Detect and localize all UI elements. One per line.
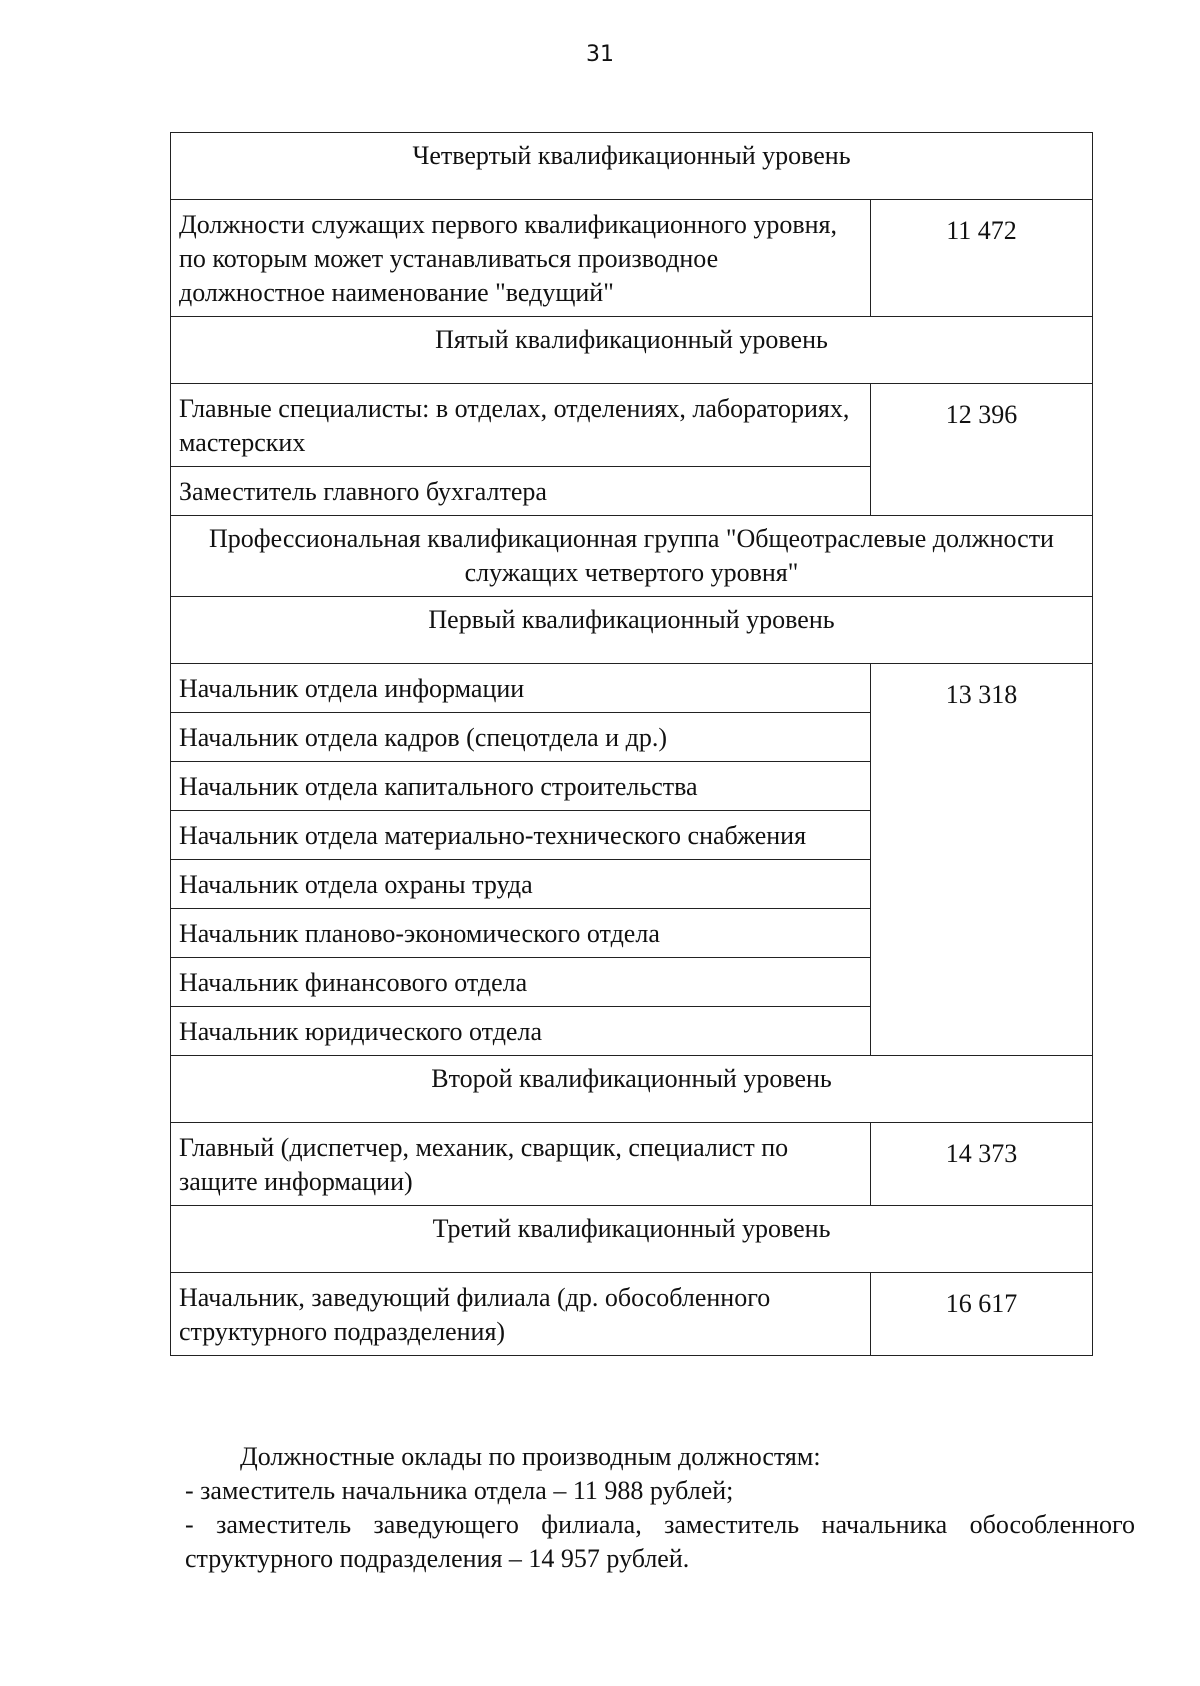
position-title: Начальник, заведующий филиала (др. обособленного структурного подразделения)	[171, 1273, 871, 1356]
salary-table-body	[171, 133, 1093, 1356]
position-title: Начальник финансового отдела	[171, 958, 871, 1007]
position-title: Начальник отдела капитального строительства	[171, 762, 871, 811]
section-heading: Профессиональная квалификационная группа "Общеотраслевые должности служащих четвертого уровня"	[171, 516, 1093, 597]
salary-value: 14 373	[871, 1123, 1093, 1206]
section-row	[171, 597, 1093, 664]
position-title: Должности служащих первого квалификационного уровня, по которым может устанавливаться производное должностное наименование "ведущий"	[171, 200, 871, 317]
position-row	[171, 384, 1093, 467]
footer-note	[185, 1440, 1135, 1576]
salary-value: 11 472	[871, 200, 1093, 317]
position-title: Начальник юридического отдела	[171, 1007, 871, 1056]
salary-value: 16 617	[871, 1273, 1093, 1356]
section-row	[171, 317, 1093, 384]
section-heading: Пятый квалификационный уровень	[171, 317, 1093, 384]
position-title: Главные специалисты: в отделах, отделениях, лабораториях, мастерских	[171, 384, 871, 467]
footer-item-deputy-branch: - заместитель заведующего филиала, заместитель начальника обособленного структурного подразделения – 14 957 рублей.	[185, 1510, 1135, 1573]
position-title: Заместитель главного бухгалтера	[171, 467, 871, 516]
position-title: Начальник отдела кадров (спецотдела и др.)	[171, 713, 871, 762]
position-row	[171, 200, 1093, 317]
position-title: Начальник планово-экономического отдела	[171, 909, 871, 958]
salary-value: 13 318	[871, 664, 1093, 1056]
section-heading: Второй квалификационный уровень	[171, 1056, 1093, 1123]
footer-item-deputy-head: - заместитель начальника отдела – 11 988 рублей;	[185, 1476, 734, 1505]
position-row	[171, 1273, 1093, 1356]
section-row	[171, 516, 1093, 597]
position-title: Начальник отдела материально-технического снабжения	[171, 811, 871, 860]
section-heading: Четвертый квалификационный уровень	[171, 133, 1093, 200]
position-title: Начальник отдела охраны труда	[171, 860, 871, 909]
section-heading: Третий квалификационный уровень	[171, 1206, 1093, 1273]
salary-table	[170, 132, 1093, 1356]
footer-intro: Должностные оклады по производным должностям:	[240, 1442, 821, 1471]
position-title: Начальник отдела информации	[171, 664, 871, 713]
section-row	[171, 1206, 1093, 1273]
section-row	[171, 133, 1093, 200]
salary-value: 12 396	[871, 384, 1093, 516]
section-heading: Первый квалификационный уровень	[171, 597, 1093, 664]
position-title: Главный (диспетчер, механик, сварщик, специалист по защите информации)	[171, 1123, 871, 1206]
position-row	[171, 1123, 1093, 1206]
section-row	[171, 1056, 1093, 1123]
position-row	[171, 664, 1093, 713]
page-number: 31	[586, 42, 614, 67]
